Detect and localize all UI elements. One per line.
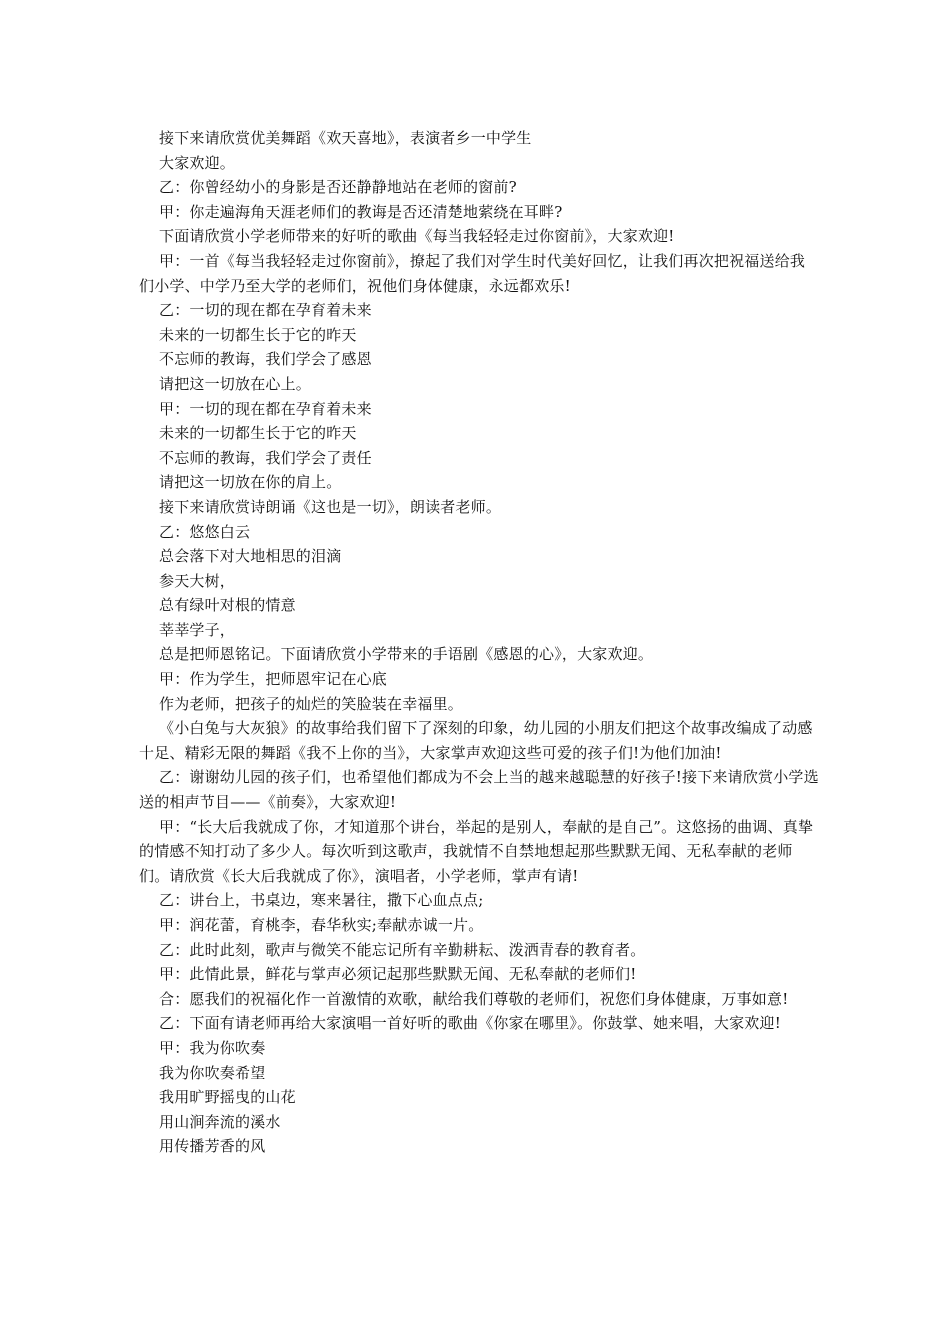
paragraph: 乙：讲台上，书桌边，寒来暑往，撒下心血点点; bbox=[159, 891, 484, 910]
paragraph: 甲：一首《每当我轻轻走过你窗前》，撩起了我们对学生时代美好回忆，让我们再次把祝福送给我们小学、中学乃至大学的老师们，祝他们身体健康，永远都欢乐! bbox=[139, 251, 806, 295]
paragraph: 总会落下对大地相思的泪滴 bbox=[159, 547, 342, 566]
paragraph: 甲：润花蕾，育桃李，春华秋实;奉献赤诚一片。 bbox=[159, 916, 484, 934]
paragraph: 下面请欣赏小学老师带来的好听的歌曲《每当我轻轻走过你窗前》，大家欢迎! bbox=[159, 227, 675, 246]
paragraph: 作为老师，把孩子的灿烂的笑脸装在幸福里。 bbox=[159, 694, 464, 713]
paragraph: 甲：你走遍海角天涯老师们的教诲是否还清楚地萦绕在耳畔? bbox=[159, 202, 563, 221]
paragraph: 乙：此时此刻，歌声与微笑不能忘记所有辛勤耕耘、泼洒青春的教育者。 bbox=[159, 940, 646, 959]
paragraph: 用山涧奔流的溪水 bbox=[159, 1112, 281, 1131]
paragraph: 未来的一切都生长于它的昨天 bbox=[159, 424, 357, 443]
paragraph: 乙：悠悠白云 bbox=[159, 522, 251, 541]
paragraph: 甲：此情此景，鲜花与掌声必须记起那些默默无闻、无私奉献的老师们! bbox=[159, 965, 637, 984]
paragraph: 甲：作为学生，把师恩牢记在心底 bbox=[159, 670, 388, 689]
paragraph: 大家欢迎。 bbox=[159, 153, 236, 172]
document-page bbox=[139, 126, 819, 1159]
paragraph: 甲：我为你吹奏 bbox=[159, 1038, 266, 1057]
paragraph: 接下来请欣赏优美舞蹈《欢天喜地》，表演者乡一中学生 bbox=[159, 129, 532, 147]
paragraph: 我为你吹奏希望 bbox=[159, 1063, 266, 1082]
paragraph: 用传播芳香的风 bbox=[159, 1137, 266, 1156]
paragraph: 乙：谢谢幼儿园的孩子们，也希望他们都成为不会上当的越来越聪慧的好孩子!接下来请欣赏小学选送的相声节目——《前奏》，大家欢迎! bbox=[139, 768, 819, 812]
paragraph: 未来的一切都生长于它的昨天 bbox=[159, 325, 357, 344]
paragraph: 莘莘学子， bbox=[159, 620, 236, 639]
paragraph: 甲：一切的现在都在孕育着未来 bbox=[159, 399, 372, 418]
paragraph: 接下来请欣赏诗朗诵《这也是一切》，朗读者老师。 bbox=[159, 497, 502, 516]
paragraph: 参天大树， bbox=[159, 571, 236, 590]
paragraph: 合：愿我们的祝福化作一首激情的欢歌，献给我们尊敬的老师们，祝您们身体健康，万事如意! bbox=[159, 989, 789, 1008]
paragraph: 乙：一切的现在都在孕育着未来 bbox=[159, 301, 372, 320]
paragraph: 乙：你曾经幼小的身影是否还静静地站在老师的窗前? bbox=[159, 178, 517, 197]
paragraph: 我用旷野摇曳的山花 bbox=[159, 1088, 296, 1107]
paragraph: 总有绿叶对根的情意 bbox=[159, 596, 296, 615]
paragraph: 总是把师恩铭记。下面请欣赏小学带来的手语剧《感恩的心》，大家欢迎。 bbox=[159, 645, 654, 664]
paragraph: 甲：“长大后我就成了你，才知道那个讲台，举起的是别人，奉献的是自己”。这悠扬的曲调、真挚的情感不知打动了多少人。每次听到这歌声，我就情不自禁地想起那些默默无闻、无私奉献的老师们。请欣赏《长大后我就成了你》，演唱者，小学老师，掌声有请! bbox=[139, 817, 814, 885]
paragraph: 请把这一切放在心上。 bbox=[159, 374, 312, 393]
paragraph: 《小白兔与大灰狼》的故事给我们留下了深刻的印象，幼儿园的小朋友们把这个故事改编成了动感十足、精彩无限的舞蹈《我不上你的当》，大家掌声欢迎这些可爱的孩子们!为他们加油! bbox=[139, 719, 813, 762]
paragraph: 不忘师的教诲，我们学会了感恩 bbox=[159, 350, 372, 369]
paragraph: 不忘师的教诲，我们学会了责任 bbox=[159, 448, 372, 467]
paragraph: 乙：下面有请老师再给大家演唱一首好听的歌曲《你家在哪里》。你鼓掌、她来唱，大家欢迎! bbox=[159, 1014, 781, 1033]
paragraph: 请把这一切放在你的肩上。 bbox=[159, 473, 342, 492]
